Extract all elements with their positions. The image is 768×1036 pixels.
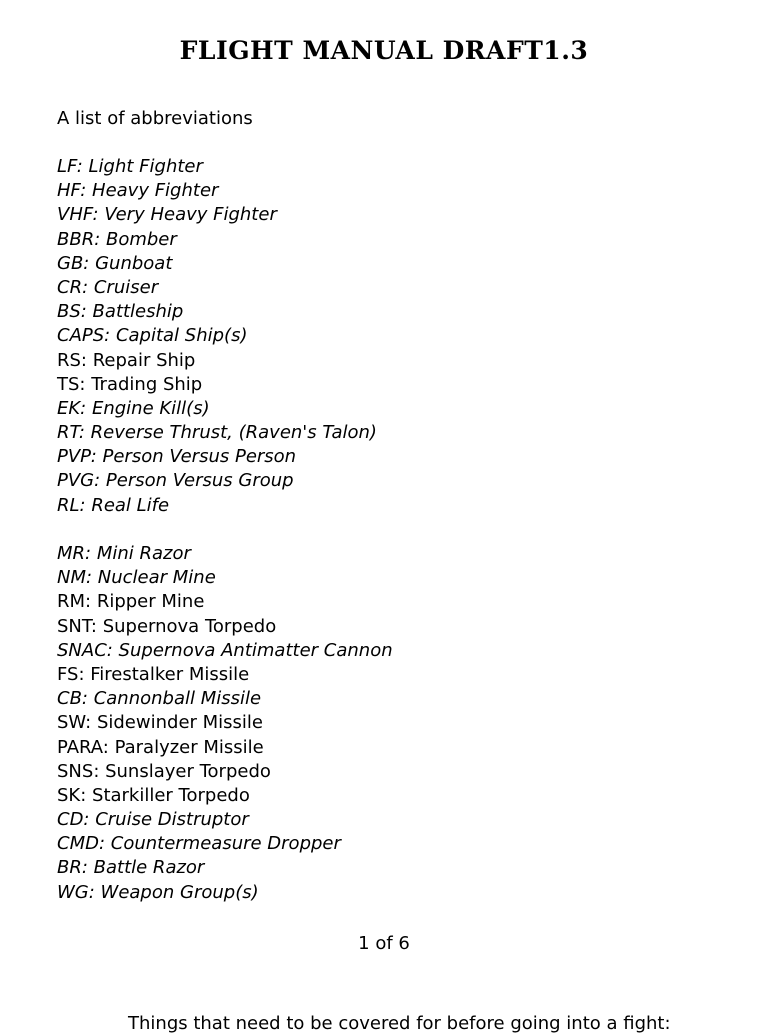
abbreviation-item: LF: Light Fighter — [57, 156, 203, 177]
next-page-text-fragment: Things that need to be covered for before going into a fight: — [128, 1013, 671, 1034]
abbreviation-item: CAPS: Capital Ship(s) — [57, 325, 248, 347]
abbreviation-item: BR: Battle Razor — [57, 857, 205, 879]
abbreviation-item: EK: Engine Kill(s) — [57, 397, 210, 419]
abbreviation-item: RL: Real Life — [57, 494, 170, 516]
abbreviation-item: BS: Battleship — [57, 301, 184, 323]
page-number: 1 of 6 — [358, 933, 410, 954]
abbreviation-item: VHF: Very Heavy Fighter — [57, 204, 277, 226]
abbreviation-item: NM: Nuclear Mine — [57, 567, 216, 589]
abbreviation-item: CR: Cruiser — [57, 276, 159, 298]
abbreviation-item: HF: Heavy Fighter — [57, 180, 219, 202]
abbreviation-item: RT: Reverse Thrust, (Raven's Talon) — [57, 422, 377, 444]
abbreviation-item: RS: Repair Ship — [57, 349, 196, 371]
abbreviation-item: TS: Trading Ship — [57, 373, 203, 395]
abbreviation-item: CD: Cruise Distruptor — [57, 809, 249, 831]
abbreviation-item: CB: Cannonball Missile — [57, 688, 262, 710]
abbreviation-item: GB: Gunboat — [57, 252, 173, 274]
abbreviation-item: FS: Firestalker Missile — [57, 663, 250, 685]
abbreviation-item: PVP: Person Versus Person — [57, 446, 297, 468]
abbreviation-item: BBR: Bomber — [57, 228, 177, 250]
abbreviation-item: RM: Ripper Mine — [57, 591, 205, 613]
abbreviation-item: WG: Weapon Group(s) — [57, 881, 259, 903]
abbreviations-intro: A list of abbreviations — [57, 108, 253, 129]
document-title: FLIGHT MANUAL DRAFT1.3 — [179, 36, 589, 65]
abbreviation-item: PARA: Paralyzer Missile — [57, 736, 264, 758]
abbreviation-item: SNT: Supernova Torpedo — [57, 615, 277, 637]
weapon-abbreviation-list — [57, 542, 393, 905]
abbreviation-item: PVG: Person Versus Group — [57, 470, 294, 492]
abbreviation-item: SK: Starkiller Torpedo — [57, 784, 250, 806]
ship-abbreviation-list — [57, 155, 377, 518]
abbreviation-item: SNS: Sunslayer Torpedo — [57, 760, 271, 782]
abbreviation-item: CMD: Countermeasure Dropper — [57, 833, 341, 855]
abbreviation-item: SW: Sidewinder Missile — [57, 712, 263, 734]
abbreviation-item: SNAC: Supernova Antimatter Cannon — [57, 639, 393, 661]
abbreviation-item: MR: Mini Razor — [57, 543, 191, 564]
